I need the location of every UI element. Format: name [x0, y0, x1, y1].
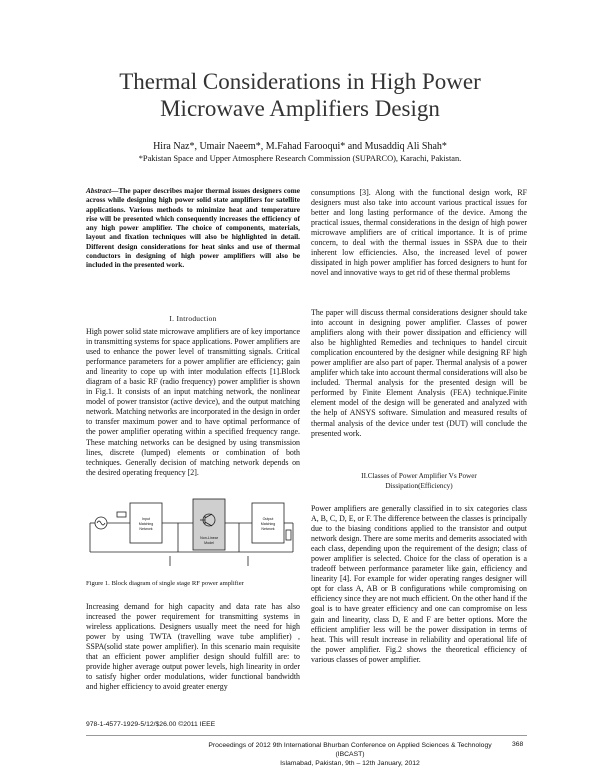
title-line-1: Thermal Considerations in High Power — [119, 69, 481, 94]
svg-text:Matching: Matching — [138, 522, 154, 526]
authors: Hira Naz*, Umair Naeem*, M.Fahad Farooqui* and Musaddiq Ali Shah* — [153, 141, 447, 152]
page-number: 368 — [512, 741, 524, 748]
section-heading-classes — [311, 471, 527, 491]
section-heading-line-2: Dissipation(Efficiency) — [385, 482, 453, 490]
nonlinear-model-label: Non-Linear — [200, 536, 218, 540]
left-paragraph-2 — [86, 602, 300, 692]
input-matching-label: Input — [142, 517, 150, 521]
paragraph: Increasing demand for high capacity and data rate has also increased the power requirement for transmitting systems in wireless applications. Designers usually meet the need for high power by using TWTA (travelling wave tube amplifier) , SSPA(solid state power amplifier). In this scenario main requisite that an efficient power amplifier design should fulfill are: to provide higher average output power levels, high linearity in order to satisfy higher order modulations, wider functional bandwidth and higher efficiency to avoid greater energy — [86, 602, 300, 692]
abstract — [86, 186, 300, 270]
figure-1-block-diagram — [86, 490, 300, 575]
paper-title — [0, 68, 600, 122]
figure-1-caption: Figure 1. Block diagram of single stage RF power amplifier — [86, 580, 244, 587]
right-paragraph-3 — [311, 504, 527, 665]
abstract-text: —The paper describes major thermal issues designers come across while designing high power solid state amplifiers for satellite applications. Various methods to minimize heat and temperature rise will be presented which consequently increases the efficiency of any high power amplifier. The choice of components, materials, layout and fixation techniques will also be highlighted in detail. Different design considerations for heat sinks and use of thermal conductors in designing of high power amplifiers will also be included in the presented work. — [86, 186, 300, 270]
footer-line-1: Proceedings of 2012 9th International Bhurban Conference on Applied Sciences & Technology (IBCAST) — [208, 742, 492, 758]
footer-line-2: Islamabad, Pakistan, 9th – 12th January, 2012 — [280, 760, 420, 767]
svg-text:Network: Network — [261, 527, 275, 531]
conference-footer — [200, 741, 500, 768]
affiliation: *Pakistan Space and Upper Atmosphere Research Commission (SUPARCO), Karachi, Pakistan. — [138, 154, 462, 163]
section-heading-line-1: II.Classes of Power Amplifier Vs Power — [361, 472, 477, 480]
paragraph: consumptions [3]. Along with the functional design work, RF designers must also take into account various practical issues for better and long lasting performance of the device. Among the practical issues, thermal considerations in the design of high power microwave amplifiers are of critical importance. It is of prime concern, to deal with the thermal issues in SSPA due to their inherent low efficiencies. Also, the increased level of power dissipated in high power amplifier has forced designers to hunt for novel and innovative ways to get rid of these thermal problems — [311, 188, 527, 278]
svg-text:Matching: Matching — [260, 522, 276, 526]
copyright-notice: 978-1-4577-1929-5/12/$26.00 ©2011 IEEE — [86, 721, 216, 728]
right-paragraph-2 — [311, 308, 527, 439]
paragraph: The paper will discuss thermal considerations designer should take into account in designing power amplifier. Classes of power amplifiers along with their power dissipation and efficiency will also be highlighted Remedies and techniques to handel circuit complication encountered by the designer while designing RF high power amplifier are also part of paper. Thermal analysis of a power amplifer which take into account thermal considerations will also be included. Thermal analysis for the presented design will be performed by Finite Element Analysis (FEA) technique.Finite element model of the design will be generated and analyzed with the help of ANSYS software. Simulation and measured results of thermal analysis of the device under test (DUT) will conclude the presented work. — [311, 308, 527, 438]
footer-divider — [86, 735, 527, 736]
paragraph: Power amplifiers are generally classified in to six categories class A, B, C, D, E, or F. The difference between the classes is principally due to the biasing conditions applied to the transistor and output network design. There are some merits and demerits associated with each class, depending upon the requirement of the design; class of power amplifier is selected. Choice for the class of operation is a tradeoff between performance parameter like gain, efficiency and linearity [4]. For example for wider operating ranges designer will opt for class A, AB or B configurations while compromising on efficiency since they are not much efficient. On the other hand if the goal is to have greater efficiency and one can compromise on less gain and linearity, class D, E and F are better options. More the efficient amplifier less will be the power dissipation in terms of heat. This will result increase in reliability and operational life of the power amplifier. Fig.2 shows the theoretical efficiency of various classes of power amplifier. — [311, 504, 527, 664]
right-paragraph-1 — [311, 188, 527, 278]
paragraph: High power solid state microwave amplifiers are of key importance in transmitting systems for space applications. Power amplifiers are used to enhance the power level of transmitting signals. Critical performance parameters for a power amplifier are efficiency; gain and linearity to cope up with inter modulation effects [1].Block diagram of a basic RF (radio frequency) power amplifier is shown in Fig.1. It consists of an input matching network, the nonlinear model of power transistor (active device), and the output matching network. Matching networks are incorporated in the design in order to transfer maximum power and to have optimal performance of the power amplifier operating within a specified frequency range. These matching networks can be designed by using transmission lines, discrete (lumped) elements or combination of both techniques. Generally decision of matching network depends on the desired operating frequency [2]. — [86, 327, 300, 477]
intro-paragraph — [86, 327, 300, 478]
title-line-2: Microwave Amplifiers Design — [160, 96, 440, 121]
output-matching-label: Output — [262, 517, 274, 521]
svg-text:Network: Network — [139, 527, 153, 531]
section-heading-introduction: I. Introduction — [169, 314, 217, 323]
svg-text:Model: Model — [204, 541, 214, 545]
abstract-lead: Abstract — [86, 186, 112, 195]
